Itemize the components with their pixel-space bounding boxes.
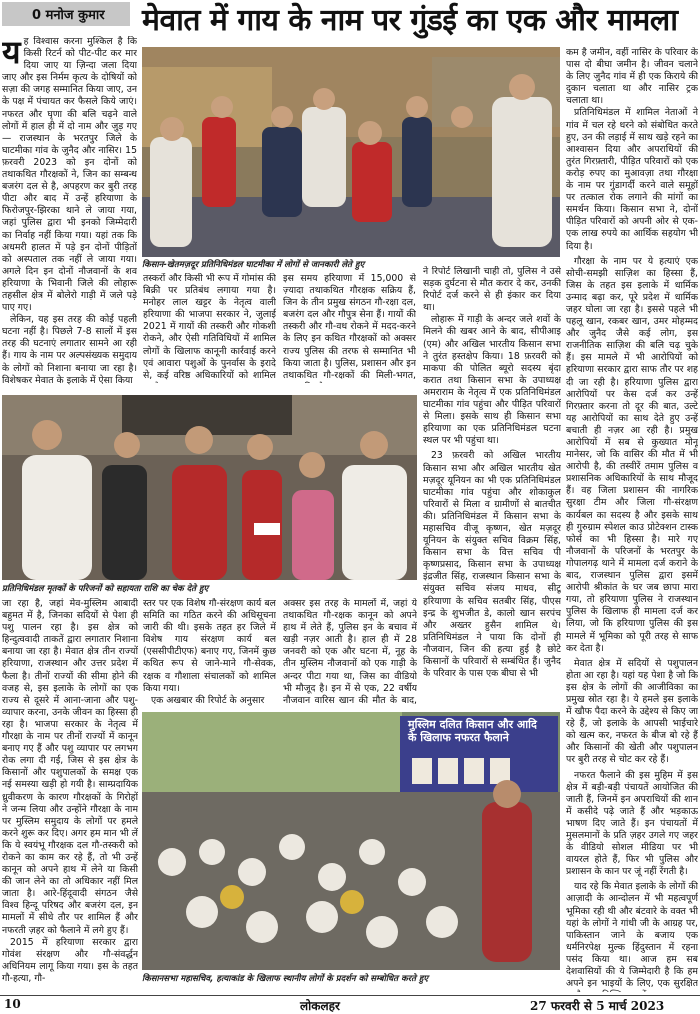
- article-text: अक्सर इस तरह के मामलों में, जहां ये तथाकथित गौ-रक्षक कानून को अपने हाथ में लेते हैं, पुलिस इन के बचाव में खड़ी नज़र आती है। हाल ही में 28 जनवरी को एक और घटना में, नूह के तीन मुस्लिम नौजवानों को एक गाड़ी के अन्दर पीटा गया था, जिस का वीडियो भी मौजूद है। इन में से एक, 22 वर्षीय नौजवान वारिस खान की मौत के बाद,: [283, 598, 417, 706]
- column-3-top: [283, 273, 416, 383]
- byline: 0 मनोज कुमार: [2, 2, 130, 26]
- article-paragraph: गौरक्षा के नाम पर ये हत्याएं एक सोची-समझी साज़िश का हिस्सा हैं, जिस के तहत इस इलाके में धार्मिक उन्माद बढ़ा कर, पूरे प्रदेश में धार्मिक जहर घोला जा रहा है। इससे पहले भी पहलू खान, रकबर खान, उमर मोहम्मद और जुनैद जैसे कई लोग, इस राजनीतिक साज़िश की बलि चढ़ चुके हैं। इस मामले में भी आरोपियों को हरियाणा सरकार द्वारा साफ तौर पर शह दी जा रही है। हरियाणा पुलिस द्वारा आरोपियों पर केस दर्ज कर उन्हें गिरफ़्तार करना तो दूर की बात, उल्टे यह आरोपियों का साथ देते हुए उन्हें बचाती ही नज़र आ रही है। प्रमुख आरोपियों में सब से कुख्यात मोनू मानेसर, जो कि वासिर की मौत में भी आरोपी है, की तस्वीरें तमाम पुलिस व प्रशासनिक अधिकारियों के साथ मौजूद हैं। वह जिला प्रशासन की नागरिक सुरक्षा टीम और जिला गौ-संरक्षण कार्यबल का सदस्य है और इसके साथ ही गुरुग्राम स्पेशल काउ प्रोटेक्शन टास्क फोर्स का भी हिस्सा है। मारे गए नौजवानों के परिजनों के भरतपुर के गोपालगढ़ थाने में मामला दर्ज कराने के बाद, राजस्थान पुलिस द्वारा इसमें आरोपी श्रीकांत के घर जब छापा मारा गया, तो हरियाणा पुलिस ने राजस्थान पुलिस के खिलाफ ही मामला दर्ज कर लिया, जो कि हरियाणा पुलिस की इस मामले में भूमिका को पूरी तरह से साफ कर देता है।: [566, 255, 698, 654]
- article-text: तस्करों और किसी भी रूप में गोमांस की बिक्री पर प्रतिबंध लगाया गया है। मनोहर लाल खट्टर के नेतृत्व वाली हरियाणा की भाजपा सरकार ने, जुलाई 2021 में गायों की तस्करी और गोकशी रोकने, और ऐसी गतिविधियों में शामिल लोगों के खिलाफ कानूनी कार्रवाई करने एवं आवारा पशुओं के पुनर्वास के इरादे से, कई वरिष्ठ अधिकारियों को शामिल: [143, 273, 276, 381]
- page-headline: मेवात में गाय के नाम पर गुंडई का एक और मामला: [142, 3, 678, 38]
- article-text: कम है जमीन, वहीं नासिर के परिवार के पास दो बीघा जमीन है। जीवन चलाने के लिए जुनैद गांव में ही एक किराये की दुकान चलाता था और नासिर ट्रक चलाता था।: [566, 47, 698, 107]
- issue-date: 27 फरवरी से 5 मार्च 2023: [530, 999, 665, 1013]
- column-1-bottom: [2, 598, 138, 990]
- column-3-bottom: [283, 598, 417, 706]
- photo-caption: प्रतिनिधिमंडल मृतकों के परिजनों को सहायता राशि का चेक देते हुए: [2, 584, 209, 594]
- photo-caption: किसानसभा महासचिव, हत्याकांड के खिलाफ स्थानीय लोगों के प्रदर्शन को सम्बोधित करते हुए: [142, 974, 429, 984]
- photo-delegation-meeting: [142, 47, 560, 257]
- drop-cap: य: [2, 36, 21, 71]
- article-text: जा रहा है, जहां मेव-मुस्लिम आबादी बहुमत में है, जिनका सदियों से पेशा ही पशु पालन रहा है। इस क्षेत्र को हिन्दुत्ववादी ताकतें द्वारा लगातार निशाना बनाया जा रहा है। मेवात क्षेत्र तीन राज्यों हरियाणा, राजस्थान और उत्तर प्रदेश में फैला है। तीनों राज्यों की सीमा होने की वजह से, इस इलाके के लोगों का एक राज्य से दूसरे में आना-जाना और पशु-व्यापार करना, उनके जीवन का हिस्सा ही रहा है। भाजपा सरकार के नेतृत्व में गौरक्षा के नाम पर तीनों राज्यों में कानून बनाए गए हैं और पशु व्यापार पर लगभग रोक लगा दी गई, जिस से इस क्षेत्र के किसानों और पशुपालकों के समक्ष एक नई समस्या खड़ी हो गयी है। साम्प्रदायिक ध्रुवीकरण के कारण गौरक्षकों के गिरोहों ने जन्म लिया और उन्होंने गौरक्षा के नाम पर मुस्लिम समुदाय के लोगों पर हमले करने शुरू कर दिए। अगर हम मान भी लें कि ये स्वयंभू गौरक्षक दल गौ-तस्करी को रोकने का काम कर रहे हैं, तो भी उन्हें कानून को अपने हाथ में लेने या किसी की जान लेने का तो अधिकार नहीं मिल जाता है। आरे-हिंदूवादी संगठन जैसे विश्व हिन्दू परिषद और बजरंग दल, इन मामलों में सीधे तौर पर शामिल हैं और नफरती ज़हर को फैलाने में लगे हुए हैं।: [2, 598, 138, 936]
- page-number: 10: [4, 997, 21, 1011]
- publication-name: लोकलहर: [300, 999, 340, 1013]
- article-text: ह विश्वास करना मुश्किल है कि किसी रिटर्न को पीट-पीट कर मार दिया जाए या ज़िन्दा जला दिया जाए और इस निर्मम कृत्य के दोषियों को सज़ा की जगह सम्मानित किया जाए, उन के पक्ष में पंचायत कर फैसले किये जाएं। नफरत और घृणा की बलि चढ़ने वाले लोगों में हाल ही में दो नाम और जुड़ गए— राजस्थान के भरतपुर जिले के घाटमीका गांव के जुनैद और नासिर। 15 फ़रवरी 2023 को इन दोनों को तथाकथित गौरक्षकों ने, जिन का सम्बन्ध बजरंग दल से है, अपहरण कर बुरी तरह पीटा और बाद में उन्हें हरियाणा के फिरोजपुर-झिरका थाने ले जाया गया, जहां पुलिस द्वारा भी इनको जिम्मेदारी का निर्वाह नहीं किया गया। यहां तक कि अधमरी हालत में पड़े इन दोनों पीड़ितों को अस्पताल तक नहीं ले जाया गया। अगले दिन इन दोनों नौजवानों के शव हरियाणा के भिवानी जिले की लोहारू तहसील क्षेत्र में बोलेरो गाड़ी में जले पड़े पाए गए।: [2, 36, 137, 314]
- article-paragraph: याद रहे कि मेवात इलाके के लोगों की आज़ादी के आन्दोलन में भी महत्वपूर्ण भूमिका रही थी और बंटवारे के वक्त भी यहां के लोगों ने गांधी जी के आग्रह पर, पाकिस्तान जाने के बजाय एक धर्मनिरपेक्ष मुल्क हिंदुस्तान में रहना पसंद किया था। आज हम सब देशवासियों की ये जिम्मेदारी है कि हम अपने इन भाइयों के लिए, एक सुरक्षित: [566, 881, 698, 990]
- column-2-top: [143, 273, 276, 383]
- banner-text: मुस्लिम दलित किसान और आदि के खिलाफ नफरत फैलाने: [408, 718, 537, 744]
- article-paragraph: मेवात क्षेत्र में सदियों से पशुपालन होता आ रहा है। यहां यह पेशा है जो कि इस क्षेत्र के लोगों की आजीविका का प्रमुख स्रोत रहा है। ये हमले इस इलाके में खौफ पैदा करने के उद्देश्य से किए जा रहे हैं, जो इलाके के आपसी भाईचारे को खत्म कर, नफरत के बीज बो रहे हैं और किसानों की खेती और पशुपालन पर बुरी तरह से चोट कर रहे हैं।: [566, 657, 698, 766]
- article-paragraph: नफरत फैलाने की इस मुहिम में इस क्षेत्र में बड़ी-बड़ी पंचायतें आयोजित की जाती हैं, जिनमें इन अपराधियों की शान में कसीदे पढ़े जाते हैं और भड़काऊ भाषण दिए जाते हैं। इन पंचायतों में मुसलमानों के प्रति ज़हर उगले गए जहर के वीडियो सोशल मीडिया पर भी वायरल होते हैं, फिर भी पुलिस और प्रशासन के कान पर जूं नहीं रेंगती है।: [566, 769, 698, 878]
- article-paragraph: 2015 में हरियाणा सरकार द्वारा गोवंश संरक्षण और गौ-संवर्द्धन अधिनियम लागू किया गया। इस के तहत गौ-हत्या, गौ-: [2, 936, 138, 984]
- column-1-top: [2, 36, 137, 390]
- article-paragraph: 23 फ़रवरी को अखिल भारतीय किसान सभा और अखिल भारतीय खेत मज़दूर यूनियन का भी एक प्रतिनिधिमंडल घाटमीका गांव पहुंचा और शोकाकुल परिवारों से मिला व ग्रामीणों से बातचीत की। प्रतिनिधिमंडल में किसान सभा के महासचिव वीजू कृष्णन, खेत मज़दूर यूनियन के संयुक्त सचिव विक्रम सिंह, किसान सभा के वित्त सचिव पी कृष्णप्रसाद, किसान सभा के उपाध्यक्ष इंद्रजीत सिंह, राजस्थान किसान सभा के संयुक्त सचिव संजय माधव, सीटू हरियाणा के सचिव सतबीर सिंह, पीएस इन्द्र के शुभजीत डे, कालो खान सरपंच और अख्तर हुसैन शामिल थे। प्रतिनिधिमंडल ने पाया कि दोनों ही नौजवान, जिन की हत्या हुई है छोटे किसानों के परिवारों से सम्बंधित हैं। जुनैद के परिवार के पास एक बीघा से भी: [423, 450, 561, 680]
- article-paragraph: लेकिन, यह इस तरह की कोई पहली घटना नहीं है। पिछले 7-8 सालों में इस तरह की घटनाएं लगातार सामने आ रही हैं। गाय के नाम पर अल्पसंख्यक समुदाय के लोगों को निशाना बनाया जा रहा है। विशेषकर मेवात के इलाके में ऐसा किया: [2, 314, 137, 386]
- article-text: ने रिपोर्ट लिखानी चाही तो, पुलिस ने उसे सड़क दुर्घटना से मौत करार दे कर, उनकी रिपोर्ट दर्ज करने से ही इंकार कर दिया था।: [423, 266, 561, 314]
- article-text: स्तर पर एक विशेष गौ-संरक्षण कार्य बल समिति का गठित करने की अधिसूचना जारी की थी। इसके तहत हर जिले में विशेष गाय संरक्षण कार्य बल (एससीपीटीएफ) बनाए गए, जिनमें कुछ कथित रूप से जाने-माने गौ-सेवक, रक्षक व गौशाला संचालकों को शामिल किया गया।: [143, 598, 276, 694]
- photo-protest-rally: [142, 712, 560, 970]
- article-paragraph: एक अखबार की रिपोर्ट के अनुसार: [151, 694, 265, 706]
- column-2-bottom: [143, 598, 276, 706]
- photo-cheque-handover: [2, 395, 417, 580]
- column-5: [566, 47, 698, 992]
- article-text: इस समय हरियाणा में 15,000 से ज़्यादा तथाकथित गौरक्षक सक्रिय हैं, जिन के तीन प्रमुख संगठन गौ-रक्षा दल, बजरंग दल और गौपुत्र सेना हैं। गायों की तस्करी और गौ-वध रोकने में मदद-करने के लिए इन कथित गौरक्षकों को अक्सर राज्य पुलिस की तरफ से सम्मानित भी किया जाता है। पुलिस, प्रशासन और इन तथाकथित गौ-रक्षकों की मिली-भगत,: [283, 273, 416, 381]
- article-paragraph: लोहारू में गाड़ी के अन्दर जले शवों के मिलने की खबर आने के बाद, सीपीआइ (एम) और अखिल भारतीय किसान सभा ने तुरंत हस्तक्षेप किया। 18 फ़रवरी को माकपा की पोलित ब्यूरो सदस्य बृंदा करात तथा किसान सभा के उपाध्यक्ष अमराराम के नेतृत्व में एक प्रतिनिधिमंडल घाटमीका गांव पहुंचा और पीड़ित परिवारों से मिला। इसके साथ ही किसान सभा हरियाणा का एक प्रतिनिधिमंडल घटना स्थल पर भी पहुंचा था।: [423, 314, 561, 447]
- footer-rule: [0, 995, 700, 996]
- article-paragraph: प्रतिनिधिमंडल में शामिल नेताओं ने गांव में चल रहे धरने को संबोधित करते हुए, उन की लड़ाई में साथ खड़े रहने का आश्वासन दिया और अपराधियों की तुरंत गिरफ़्तारी, पीड़ित परिवारों को एक करोड़ रुपए का मुआवज़ा तथा गौरक्षा के नाम पर गुंडागर्दी करने वाले समूहों पर तत्काल रोक लगाने की मांगों का समर्थन किया। किसान सभा ने, दोनों पीड़ित परिवारों को अपनी ओर से एक-एक लाख रुपये का आर्थिक सहयोग भी दिया है।: [566, 107, 698, 252]
- photo-caption: किसान-खेतमज़दूर प्रतिनिधिमंडल घाटमीका में लोगों से जानकारी लेते हुए: [142, 260, 365, 270]
